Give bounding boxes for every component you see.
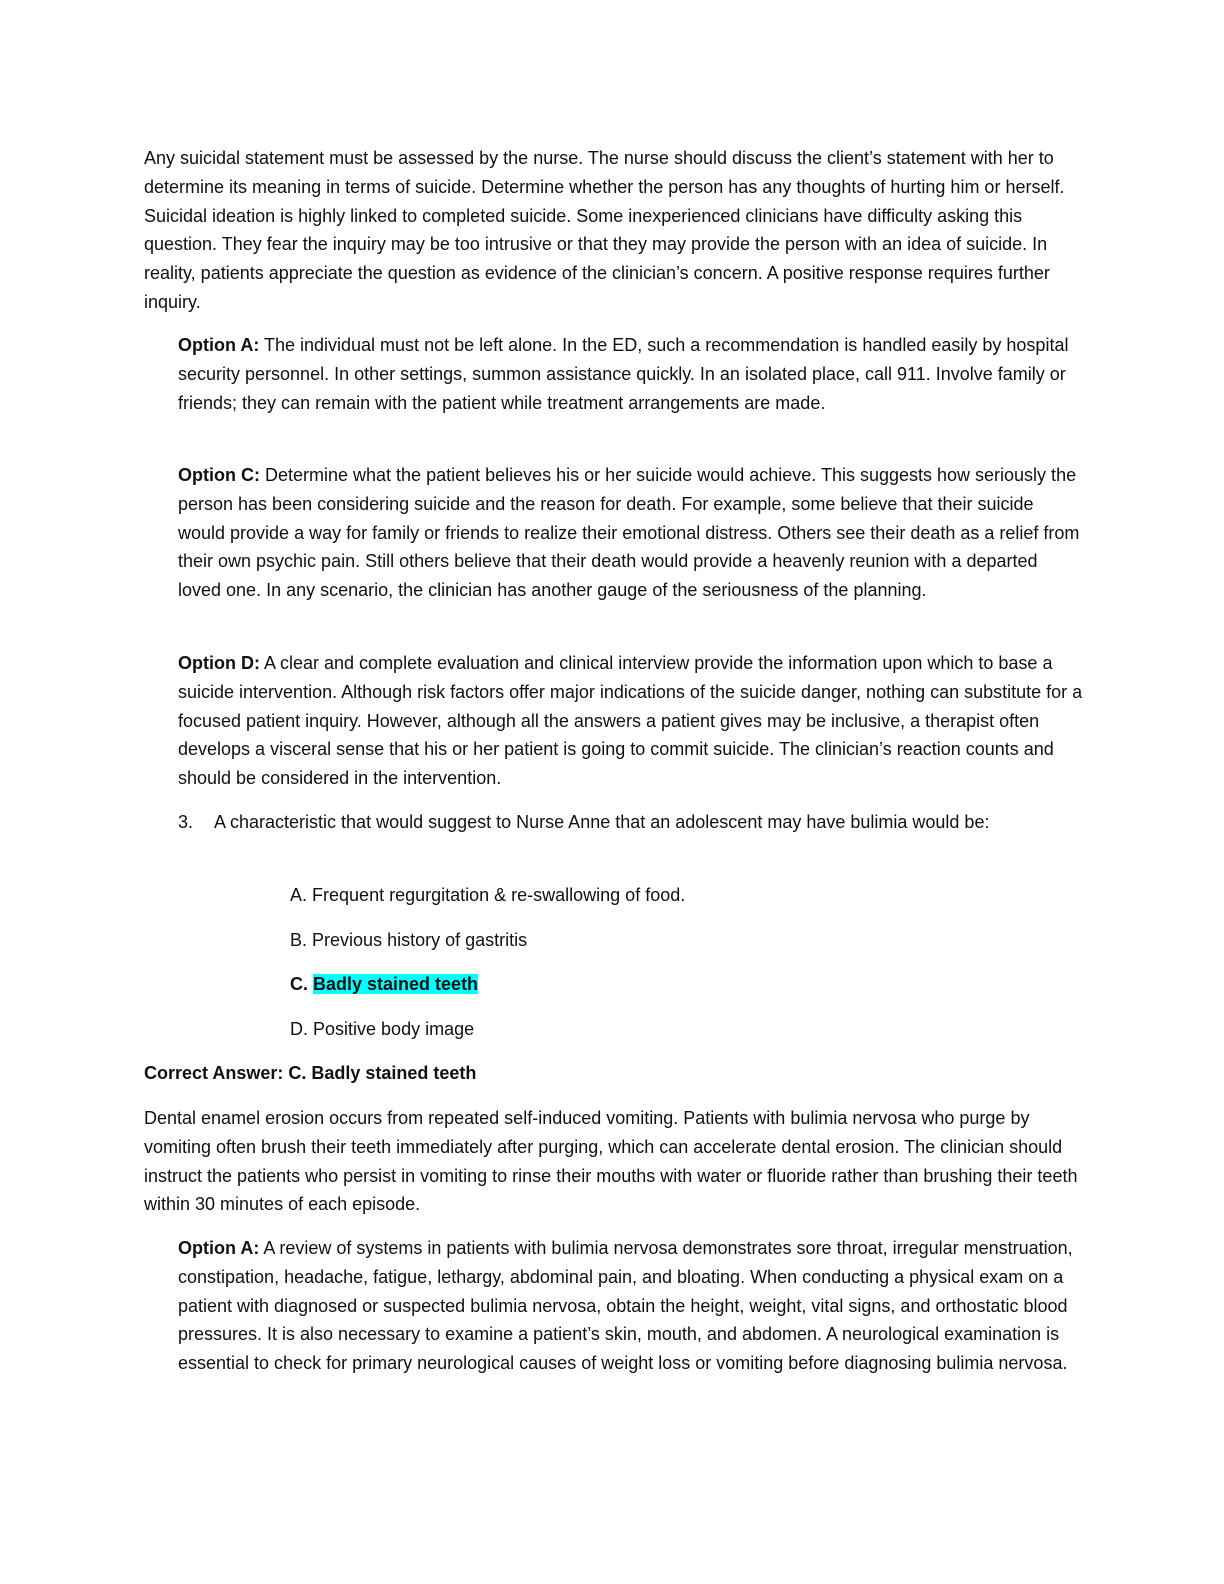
q2-option-a-rationale: [178, 331, 1084, 417]
option-text: A clear and complete evaluation and clinical interview provide the information upon which to base a suicide intervention. Although risk factors offer major indications of the suicide danger, nothing can substitute for a focused patient inquiry. However, although all the answers a patient gives may be inclusive, a therapist often develops a visceral sense that his or her patient is going to commit suicide. The clinician’s reaction counts and should be considered in the intervention.: [178, 653, 1083, 789]
choice-a: [290, 881, 685, 910]
q3-option-a-rationale: [178, 1234, 1084, 1378]
option-label: Option A:: [178, 335, 260, 355]
option-text: The individual must not be left alone. In the ED, such a recommendation is handled easily by hospital security personnel. In other settings, summon assistance quickly. In an isolated place, call 911. Involve family or friends; they can remain with the patient while treatment arrangements are made.: [178, 335, 1069, 413]
correct-answer-heading: Correct Answer: C. Badly stained teeth: [144, 1063, 477, 1083]
q2-option-c-rationale: [178, 461, 1084, 605]
option-text: Determine what the patient believes his or her suicide would achieve. This suggests how seriously the person has been considering suicide and the reason for death. For example, some believe that their suicide would provide a way for family or friends to realize their emotional distress. Others see their death as a relief from their own psychic pain. Still others believe that their death would provide a heavenly reunion with a departed loved one. In any scenario, the clinician has another gauge of the seriousness of the planning.: [178, 465, 1080, 601]
option-label: Option C:: [178, 465, 260, 485]
question-stem: A characteristic that would suggest to Nurse Anne that an adolescent may have bulimia would be:: [214, 812, 990, 832]
answer-explanation: Dental enamel erosion occurs from repeated self-induced vomiting. Patients with bulimia nervosa who purge by vomiting often brush their teeth immediately after purging, which can accelerate dental erosion. The clinician should instruct the patients who persist in vomiting to rinse their mouths with water or fluoride rather than brushing their teeth within 30 minutes of each episode.: [144, 1108, 1078, 1215]
choice-c-correct: [290, 970, 478, 999]
q2-option-d-rationale: [178, 649, 1084, 793]
choice-text: Previous history of gastritis: [312, 930, 528, 950]
option-label: Option A:: [178, 1238, 260, 1258]
option-text: A review of systems in patients with bulimia nervosa demonstrates sore throat, irregular menstruation, constipation, headache, fatigue, lethargy, abdominal pain, and bloating. When conducting a physical exam on a patient with diagnosed or suspected bulimia nervosa, obtain the height, weight, vital signs, and orthostatic blood pressures. It is also necessary to examine a patient’s skin, mouth, and abdomen. A neurological examination is essential to check for primary neurological causes of weight loss or vomiting before diagnosing bulimia nervosa.: [178, 1238, 1073, 1374]
question-number: 3.: [178, 812, 194, 832]
choice-letter: B.: [290, 930, 308, 950]
choice-letter: D.: [290, 1019, 308, 1039]
choice-d: [290, 1015, 474, 1044]
option-label: Option D:: [178, 653, 260, 673]
question-3: [178, 808, 1084, 837]
choice-text: Frequent regurgitation & re-swallowing of food.: [312, 885, 686, 905]
choice-b: [290, 926, 527, 955]
highlighted-choice-text: Badly stained teeth: [313, 974, 479, 994]
intro-paragraph: Any suicidal statement must be assessed by the nurse. The nurse should discuss the client’s statement with her to determine its meaning in terms of suicide. Determine whether the person has any thoughts of hurting him or herself. Suicidal ideation is highly linked to completed suicide. Some inexperienced clinicians have difficulty asking this question. They fear the inquiry may be too intrusive or that they may provide the person with an idea of suicide. In reality, patients appreciate the question as evidence of the clinician’s concern. A positive response requires further inquiry.: [144, 148, 1065, 312]
choice-letter: A.: [290, 885, 308, 905]
choice-text: Positive body image: [313, 1019, 475, 1039]
choice-letter: C.: [290, 974, 308, 994]
